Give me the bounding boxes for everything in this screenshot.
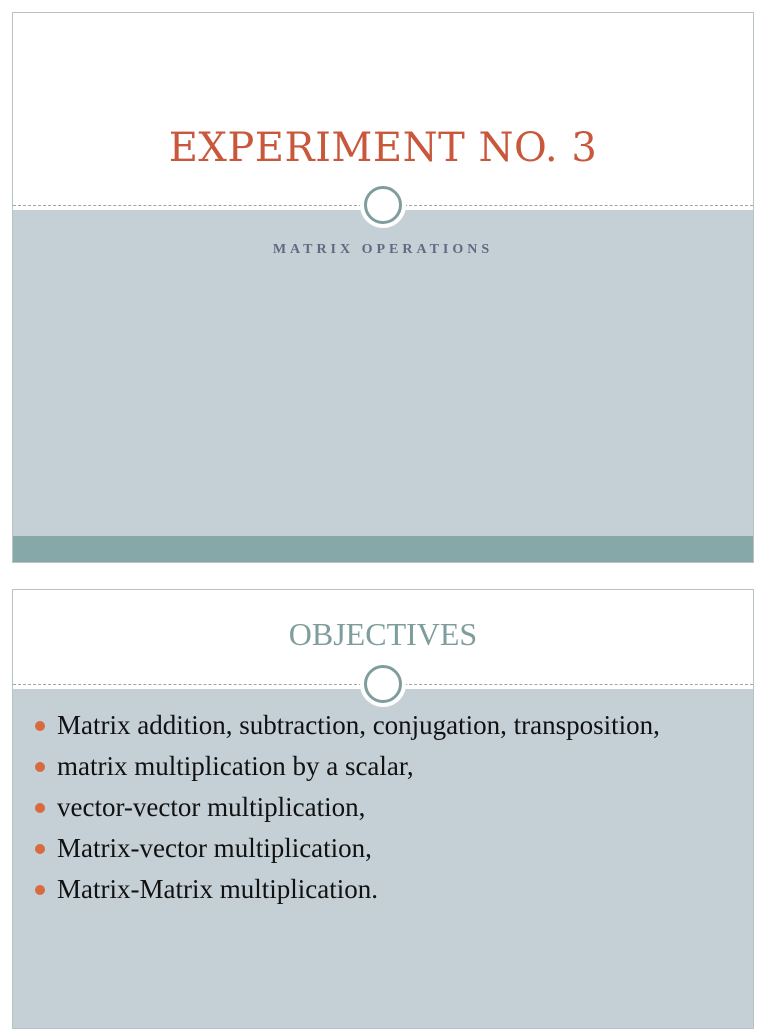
list-item — [35, 831, 735, 865]
footer-band — [13, 536, 753, 562]
slide-subtitle: MATRIX OPERATIONS — [272, 242, 494, 257]
list-item — [35, 749, 735, 783]
bullet-icon — [35, 803, 45, 813]
bullet-icon — [35, 721, 45, 731]
bullet-icon — [35, 844, 45, 854]
circle-ornament-icon — [360, 182, 406, 228]
list-item-text: Matrix-vector multiplication, — [57, 833, 372, 863]
list-item-text: matrix multiplication by a scalar, — [57, 751, 414, 781]
bullet-icon — [35, 885, 45, 895]
list-item-text: Matrix-Matrix multiplication. — [57, 874, 378, 904]
list-item — [35, 790, 735, 824]
list-item — [35, 708, 735, 742]
list-item-text: vector-vector multiplication, — [57, 792, 366, 822]
slide-title: OBJECTIVES — [288, 616, 478, 652]
bullet-icon — [35, 762, 45, 772]
slide-title: EXPERIMENT NO. 3 — [168, 125, 598, 171]
list-item-text: Matrix addition, subtraction, conjugation, transposition, — [57, 710, 660, 740]
objectives-list — [35, 708, 735, 913]
title-area — [13, 13, 753, 205]
slide-body — [13, 210, 753, 538]
circle-ornament-icon — [360, 661, 406, 707]
objectives-slide — [12, 589, 754, 1029]
list-item — [35, 872, 735, 906]
title-slide — [12, 12, 754, 563]
